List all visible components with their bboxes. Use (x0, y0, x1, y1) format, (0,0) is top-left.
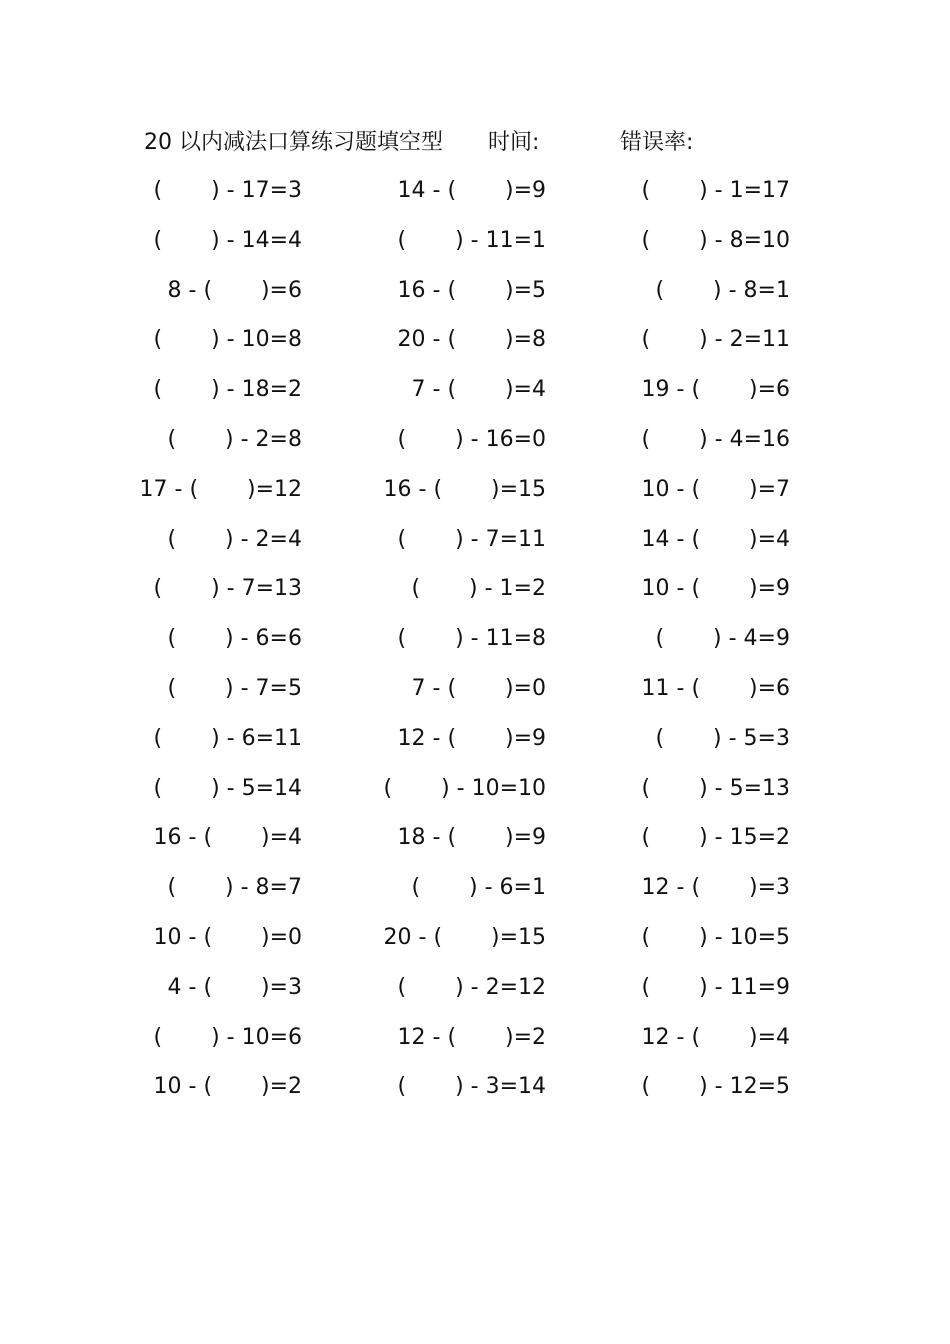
problem-cell: ( ) - 10=8 (153, 327, 302, 353)
problem-row (0, 1019, 950, 1069)
problem-cell: ( ) - 4=16 (641, 426, 790, 452)
problem-cell: ( ) - 4=9 (655, 626, 790, 652)
problem-cell: 10 - ( )=2 (153, 1074, 302, 1100)
problem-row (0, 869, 950, 919)
problem-cell: ( ) - 15=2 (641, 825, 790, 851)
problem-cell: ( ) - 7=11 (397, 526, 546, 552)
problem-cell: 12 - ( )=2 (397, 1024, 546, 1050)
problem-cell: ( ) - 11=9 (641, 974, 790, 1000)
problem-row (0, 321, 950, 371)
problem-row (0, 919, 950, 969)
problem-cell: ( ) - 2=4 (167, 526, 302, 552)
problem-cell: ( ) - 17=3 (153, 178, 302, 203)
problem-row (0, 521, 950, 571)
problem-cell: ( ) - 5=14 (153, 775, 302, 801)
problem-cell: 14 - ( )=4 (641, 526, 790, 552)
problem-cell: 12 - ( )=9 (397, 725, 546, 751)
problem-cell: 20 - ( )=8 (397, 327, 546, 353)
problem-row (0, 770, 950, 820)
problem-row (0, 172, 950, 222)
problem-cell: ( ) - 8=1 (655, 277, 790, 303)
problem-cell: ( ) - 11=1 (397, 227, 546, 253)
problem-row (0, 670, 950, 720)
problem-cell: ( ) - 11=8 (397, 626, 546, 652)
problem-cell: 12 - ( )=4 (641, 1024, 790, 1050)
time-label: 时间: (488, 130, 540, 155)
problem-cell: ( ) - 3=14 (397, 1074, 546, 1100)
problem-cell: ( ) - 7=13 (153, 576, 302, 602)
problem-cell: 7 - ( )=0 (411, 675, 546, 701)
problem-cell: ( ) - 2=8 (167, 426, 302, 452)
problem-cell: ( ) - 2=12 (397, 974, 546, 1000)
problem-grid (0, 172, 950, 1118)
problem-row (0, 819, 950, 869)
problem-row (0, 421, 950, 471)
problem-cell: ( ) - 1=2 (411, 576, 546, 602)
problem-cell: ( ) - 10=5 (641, 924, 790, 950)
problem-row (0, 471, 950, 521)
problem-cell: ( ) - 7=5 (167, 675, 302, 701)
problem-cell: ( ) - 5=13 (641, 775, 790, 801)
problem-cell: 16 - ( )=5 (397, 277, 546, 303)
problem-cell: 19 - ( )=6 (641, 377, 790, 403)
error-rate-label: 错误率: (620, 130, 694, 155)
problem-cell: ( ) - 2=11 (641, 327, 790, 353)
problem-cell: ( ) - 8=7 (167, 875, 302, 901)
problem-row (0, 1068, 950, 1118)
problem-cell: 10 - ( )=7 (641, 476, 790, 502)
problem-cell: ( ) - 18=2 (153, 377, 302, 403)
problem-cell: 10 - ( )=9 (641, 576, 790, 602)
problem-cell: ( ) - 1=17 (641, 178, 790, 203)
worksheet-header (144, 126, 844, 160)
problem-cell: ( ) - 12=5 (641, 1074, 790, 1100)
problem-row (0, 620, 950, 670)
worksheet-title: 20 以内减法口算练习题填空型 (144, 130, 443, 155)
problem-cell: ( ) - 6=1 (411, 875, 546, 901)
problem-cell: ( ) - 10=10 (383, 775, 546, 801)
problem-cell: 10 - ( )=0 (153, 924, 302, 950)
problem-cell: ( ) - 16=0 (397, 426, 546, 452)
problem-cell: 17 - ( )=12 (139, 476, 302, 502)
problem-row (0, 969, 950, 1019)
problem-cell: ( ) - 6=11 (153, 725, 302, 751)
problem-cell: 14 - ( )=9 (397, 178, 546, 203)
problem-cell: ( ) - 5=3 (655, 725, 790, 751)
problem-cell: 8 - ( )=6 (167, 277, 302, 303)
problem-cell: ( ) - 8=10 (641, 227, 790, 253)
problem-cell: 16 - ( )=15 (383, 476, 546, 502)
problem-row (0, 570, 950, 620)
problem-row (0, 272, 950, 322)
problem-cell: 18 - ( )=9 (397, 825, 546, 851)
problem-cell: 20 - ( )=15 (383, 924, 546, 950)
problem-cell: 11 - ( )=6 (641, 675, 790, 701)
problem-cell: ( ) - 10=6 (153, 1024, 302, 1050)
problem-cell: 16 - ( )=4 (153, 825, 302, 851)
problem-cell: ( ) - 6=6 (167, 626, 302, 652)
problem-cell: 12 - ( )=3 (641, 875, 790, 901)
problem-cell: 7 - ( )=4 (411, 377, 546, 403)
problem-row (0, 371, 950, 421)
problem-cell: 4 - ( )=3 (167, 974, 302, 1000)
problem-row (0, 222, 950, 272)
problem-cell: ( ) - 14=4 (153, 227, 302, 253)
problem-row (0, 720, 950, 770)
